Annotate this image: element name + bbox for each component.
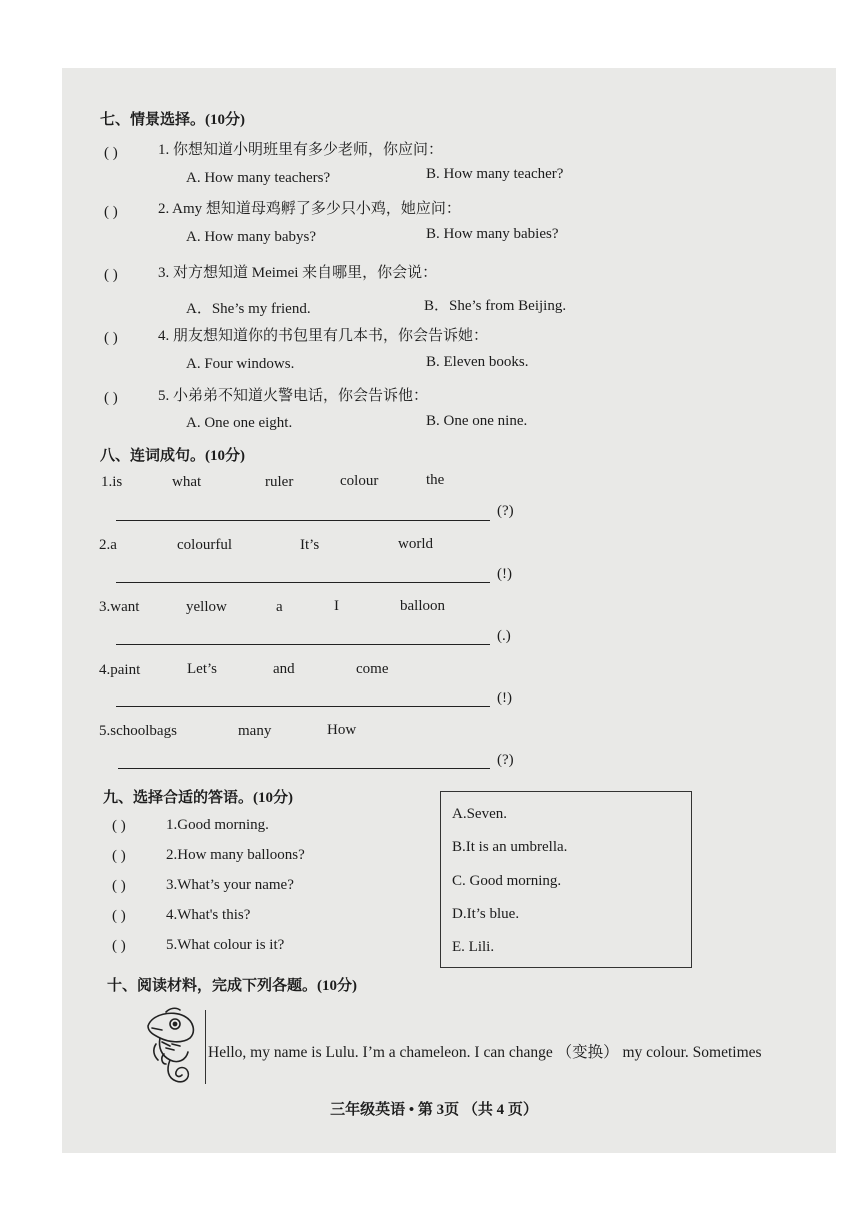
option-b: B. How many babies? — [426, 226, 559, 242]
option-b: B. One one nine. — [426, 413, 528, 429]
word: balloon — [400, 598, 445, 614]
option-b: B．She’s from Beijing. — [424, 298, 567, 314]
option-a: A．She’s my friend. — [186, 301, 311, 317]
word: world — [398, 536, 433, 552]
word: yellow — [186, 599, 227, 615]
question-9-1: 1.Good morning. — [166, 817, 269, 833]
question-9-4: 4.What's this? — [166, 907, 251, 923]
word: I — [334, 598, 339, 614]
word: 2.a — [99, 537, 117, 553]
reading-passage: Hello, my name is Lulu. I’m a chameleon. I can change （变换） my colour. Sometimes — [208, 1044, 762, 1061]
word: It’s — [300, 537, 320, 553]
option-a: A. One one eight. — [186, 415, 293, 431]
word: 3.want — [99, 599, 140, 615]
question-7-3: 3. 对方想知道 Meimei 来自哪里，你会说： — [158, 265, 438, 281]
word: the — [426, 472, 445, 488]
option-b: B. How many teacher? — [426, 166, 564, 182]
option-b: B. Eleven books. — [426, 354, 529, 370]
word: 1.is — [101, 474, 123, 490]
question-7-4: 4. 朋友想知道你的书包里有几本书，你会告诉她： — [158, 328, 489, 344]
answer-line[interactable] — [116, 644, 490, 645]
answer-blank[interactable]: ( ) — [112, 848, 126, 864]
section-8-title: 八、连词成句。(10分) — [100, 448, 245, 464]
end-punctuation: (?) — [497, 503, 514, 519]
word: colour — [340, 473, 379, 489]
word: what — [172, 474, 202, 490]
answer-blank[interactable]: ( ) — [104, 390, 118, 406]
illustration-divider — [205, 1010, 206, 1084]
question-9-5: 5.What colour is it? — [166, 937, 285, 953]
page-footer: 三年级英语 • 第 3页 （共 4 页） — [330, 1102, 538, 1118]
answer-line[interactable] — [116, 520, 490, 521]
answer-line[interactable] — [116, 706, 490, 707]
answer-blank[interactable]: ( ) — [112, 908, 126, 924]
answer-blank[interactable]: ( ) — [112, 818, 126, 834]
word: come — [356, 661, 389, 677]
answer-line[interactable] — [118, 768, 490, 769]
answer-blank[interactable]: ( ) — [104, 145, 118, 161]
answer-option: B.It is an umbrella. — [452, 839, 568, 855]
question-9-2: 2.How many balloons? — [166, 847, 305, 863]
question-7-2: 2. Amy 想知道母鸡孵了多少只小鸡，她应问： — [158, 201, 461, 217]
word: many — [238, 723, 272, 739]
end-punctuation: (?) — [497, 752, 514, 768]
word: and — [273, 661, 295, 677]
chameleon-icon — [142, 1004, 206, 1088]
answer-blank[interactable]: ( ) — [104, 267, 118, 283]
answer-line[interactable] — [116, 582, 490, 583]
word: 4.paint — [99, 662, 141, 678]
answer-option: C. Good morning. — [452, 873, 562, 889]
section-7-title: 七、情景选择。(10分) — [100, 112, 245, 128]
answer-blank[interactable]: ( ) — [112, 938, 126, 954]
word: ruler — [265, 474, 294, 490]
option-a: A. How many teachers? — [186, 170, 331, 186]
word: 5.schoolbags — [99, 723, 177, 739]
word: a — [276, 599, 283, 615]
question-7-5: 5. 小弟弟不知道火警电话，你会告诉他： — [158, 388, 429, 404]
section-10-title: 十、阅读材料，完成下列各题。(10分) — [107, 978, 357, 994]
answer-blank[interactable]: ( ) — [104, 330, 118, 346]
word: How — [327, 722, 357, 738]
answer-option: A.Seven. — [452, 806, 507, 822]
section-9-title: 九、选择合适的答语。(10分) — [103, 790, 293, 806]
end-punctuation: (!) — [497, 566, 512, 582]
answer-option: E. Lili. — [452, 939, 495, 955]
question-9-3: 3.What’s your name? — [166, 877, 294, 893]
answer-option: D.It’s blue. — [452, 906, 520, 922]
answer-blank[interactable]: ( ) — [104, 204, 118, 220]
word: Let’s — [187, 661, 217, 677]
option-a: A. Four windows. — [186, 356, 295, 372]
end-punctuation: (!) — [497, 690, 512, 706]
end-punctuation: (.) — [497, 628, 511, 644]
word: colourful — [177, 537, 232, 553]
option-a: A. How many babys? — [186, 229, 316, 245]
answer-blank[interactable]: ( ) — [112, 878, 126, 894]
question-7-1: 1. 你想知道小明班里有多少老师，你应问： — [158, 142, 444, 158]
